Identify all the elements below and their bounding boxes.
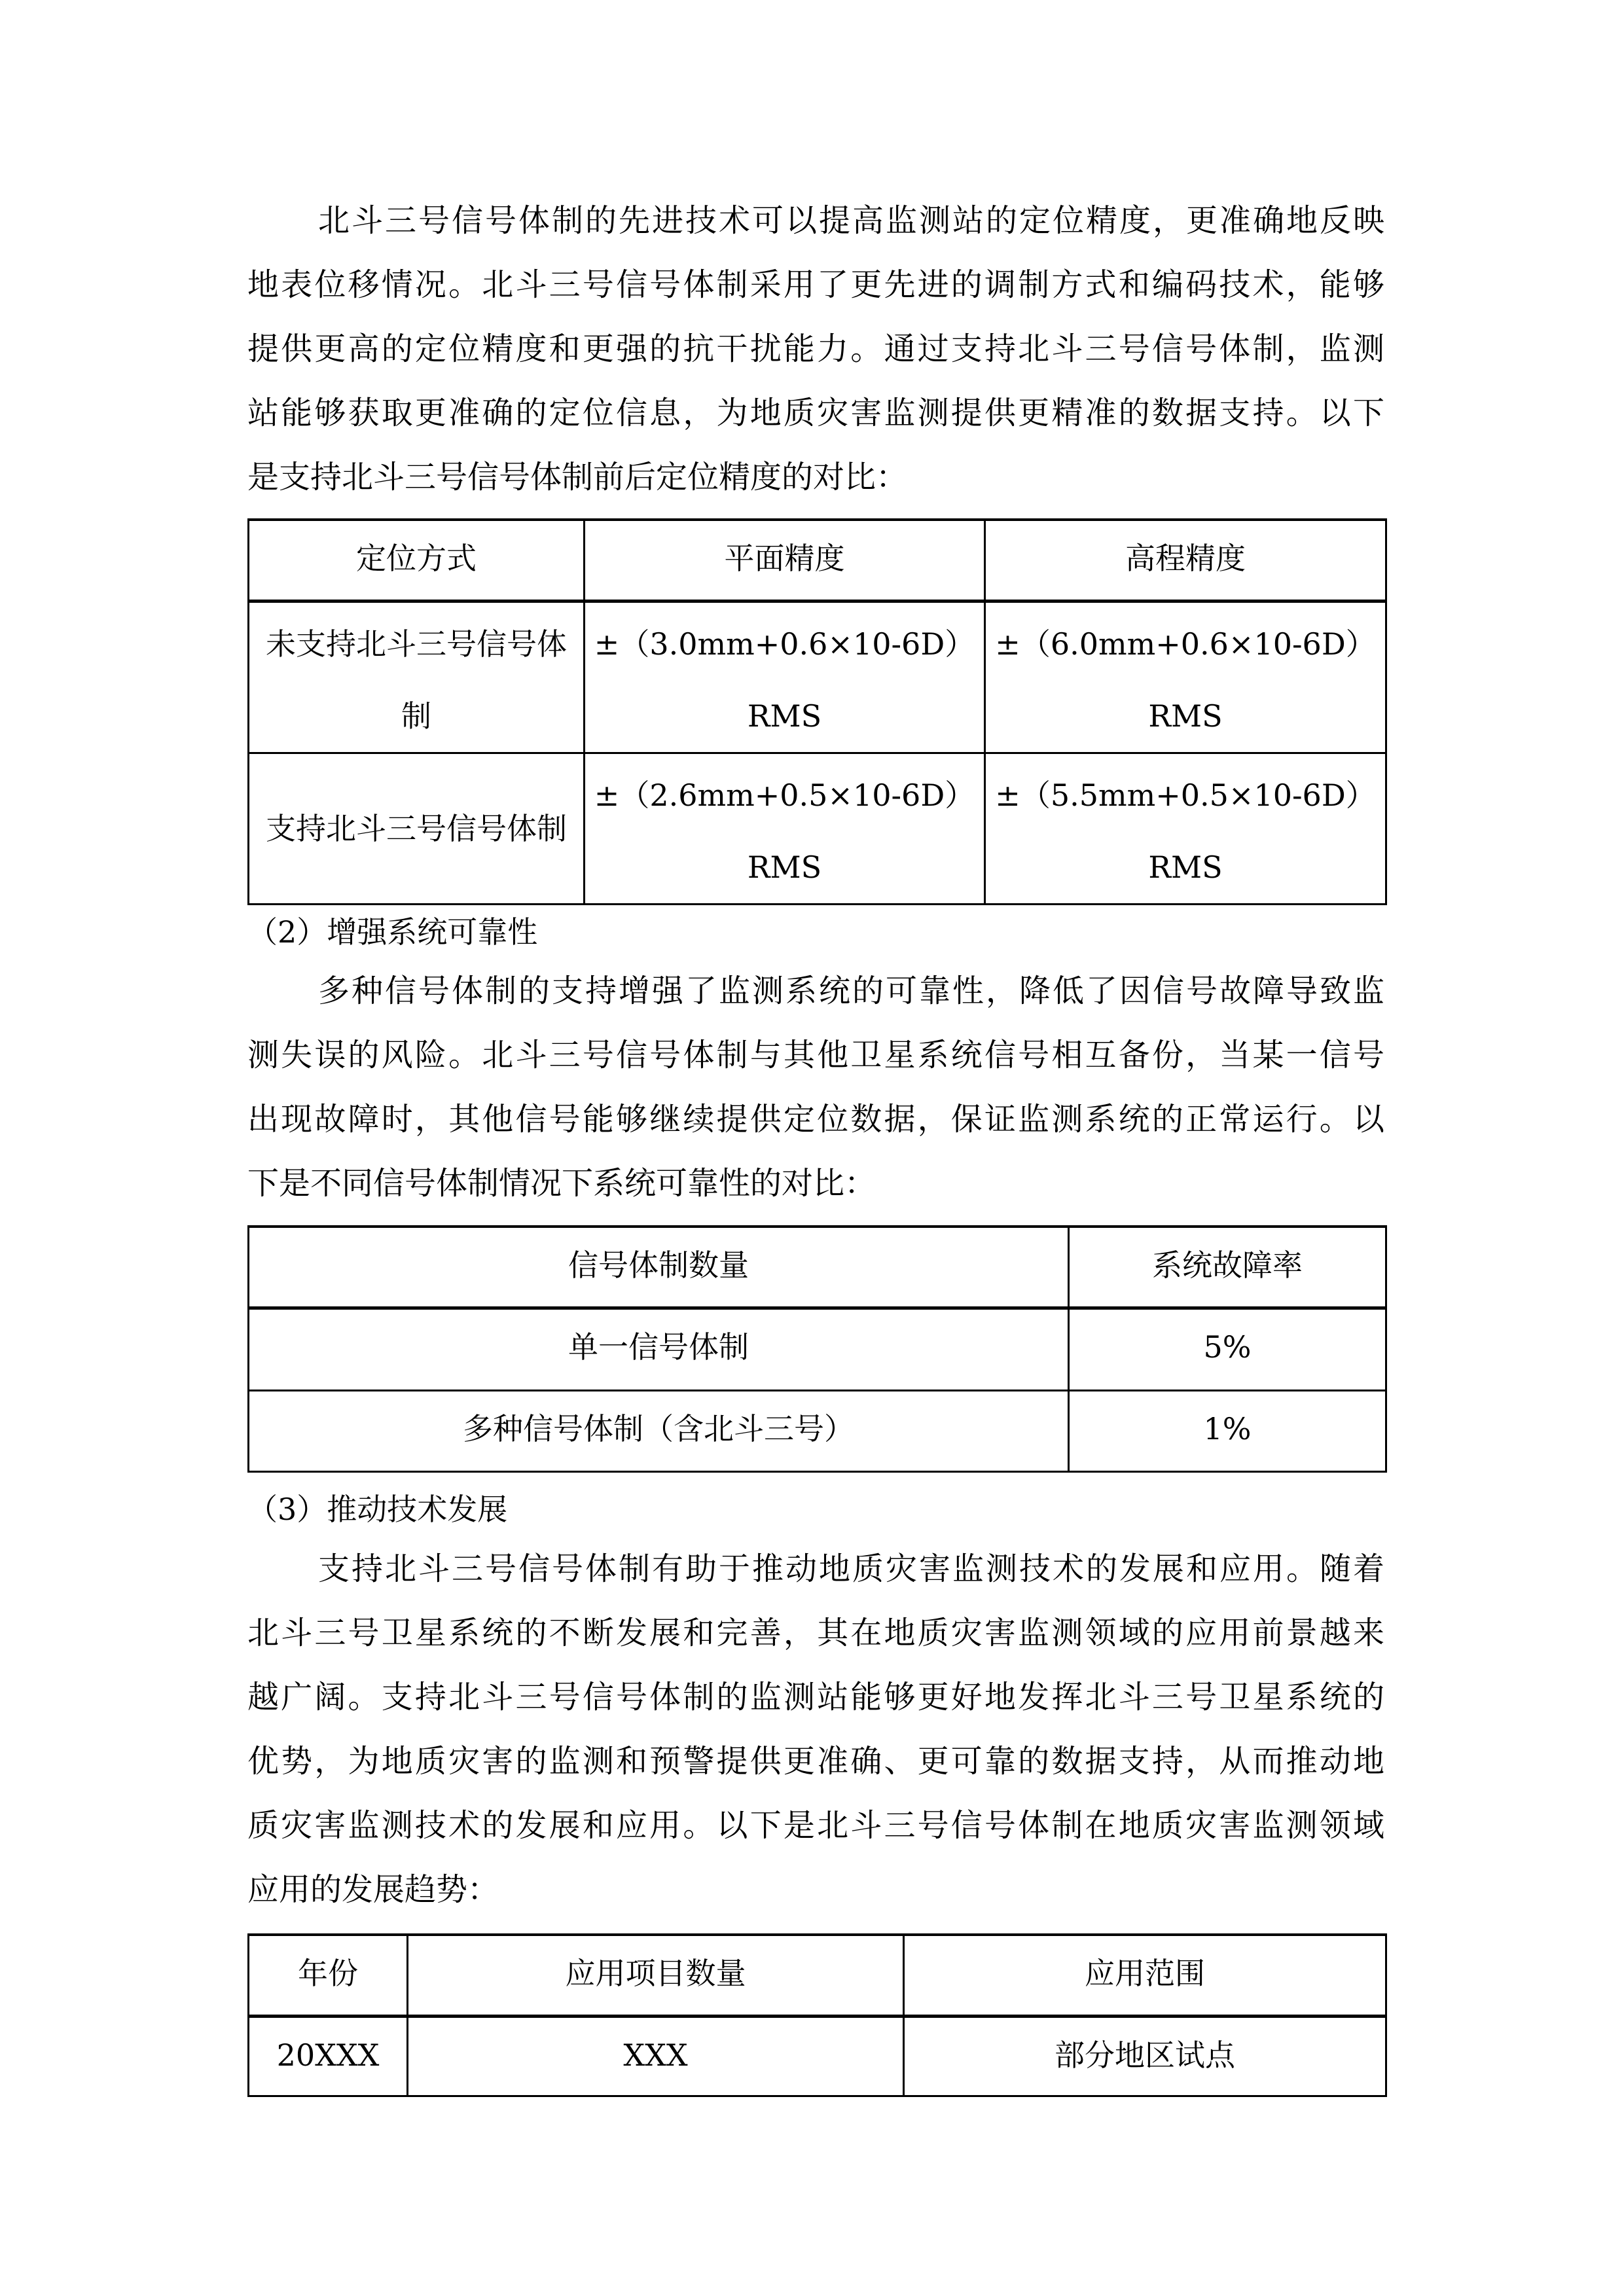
cell-text: RMS (747, 698, 822, 734)
reliability-comparison-table (247, 1225, 1387, 1473)
table-header-cell: 信号体制数量 (249, 1227, 1069, 1308)
table-cell-vertical (985, 601, 1386, 753)
section-heading: （3）推动技术发展 (247, 1492, 508, 1527)
table-header-cell: 应用项目数量 (408, 1935, 904, 2016)
table-header-cell: 定位方式 (249, 520, 585, 601)
paragraph-line: 出现故障时，其他信号能够继续提供定位数据，保证监测系统的正常运行。以 (247, 1101, 1384, 1138)
table-header-row (249, 1935, 1386, 2016)
paragraph-line: 应用的发展趋势： (247, 1871, 499, 1908)
table-header-cell: 应用范围 (904, 1935, 1386, 2016)
paragraph-line: 质灾害监测技术的发展和应用。以下是北斗三号信号体制在地质灾害监测领域 (247, 1807, 1384, 1844)
table-header-row (249, 520, 1386, 601)
paragraph-line: 支持北斗三号信号体制有助于推动地质灾害监测技术的发展和应用。随着 (318, 1551, 1384, 1587)
table-cell-vertical (985, 753, 1386, 904)
development-trend-table (247, 1933, 1387, 2097)
table-cell: 多种信号体制（含北斗三号） (249, 1390, 1069, 1471)
cell-text: ±（2.6mm+0.5×10-6D） (594, 777, 975, 813)
paragraph-line: 多种信号体制的支持增强了监测系统的可靠性，降低了因信号故障导致监 (318, 973, 1384, 1009)
cell-text: ±（3.0mm+0.6×10-6D） (594, 626, 975, 662)
paragraph-line: 优势，为地质灾害的监测和预警提供更准确、更可靠的数据支持，从而推动地 (247, 1743, 1384, 1780)
paragraph-line: 是支持北斗三号信号体制前后定位精度的对比： (247, 459, 908, 495)
table-cell: 1% (1069, 1390, 1386, 1471)
table-header-cell: 系统故障率 (1069, 1227, 1386, 1308)
table-cell: 单一信号体制 (249, 1308, 1069, 1390)
table-cell-horizontal (585, 753, 985, 904)
paragraph-line: 下是不同信号体制情况下系统可靠性的对比： (247, 1165, 876, 1202)
table-cell-year: 20XXX (249, 2016, 408, 2096)
table-header-cell: 年份 (249, 1935, 408, 2016)
table-cell-method (249, 601, 585, 753)
table-row (249, 753, 1386, 904)
cell-text: 支持北斗三号信号体制 (266, 810, 567, 846)
cell-text: ±（6.0mm+0.6×10-6D） (995, 626, 1376, 662)
paragraph-line: 站能够获取更准确的定位信息，为地质灾害监测提供更精准的数据支持。以下 (247, 395, 1384, 431)
table-cell-count: XXX (408, 2016, 904, 2096)
cell-text: 未支持北斗三号信号体 (266, 626, 567, 662)
table-cell: 5% (1069, 1308, 1386, 1390)
paragraph-line: 北斗三号卫星系统的不断发展和完善，其在地质灾害监测领域的应用前景越来 (247, 1615, 1384, 1651)
table-row (249, 601, 1386, 753)
table-header-row (249, 1227, 1386, 1308)
table-header-cell: 高程精度 (985, 520, 1386, 601)
table-row (249, 1308, 1386, 1390)
paragraph-line: 北斗三号信号体制的先进技术可以提高监测站的定位精度，更准确地反映 (318, 202, 1384, 239)
table-row (249, 2016, 1386, 2096)
table-header-cell: 平面精度 (585, 520, 985, 601)
paragraph-line: 地表位移情况。北斗三号信号体制采用了更先进的调制方式和编码技术，能够 (247, 266, 1384, 303)
paragraph-line: 测失误的风险。北斗三号信号体制与其他卫星系统信号相互备份，当某一信号 (247, 1037, 1384, 1073)
paragraph-line: 提供更高的定位精度和更强的抗干扰能力。通过支持北斗三号信号体制，监测 (247, 331, 1384, 367)
cell-text: RMS (1148, 849, 1223, 885)
cell-text: RMS (1148, 698, 1223, 734)
table-cell-scope: 部分地区试点 (904, 2016, 1386, 2096)
table-row (249, 1390, 1386, 1471)
cell-text: RMS (747, 849, 822, 885)
cell-text: ±（5.5mm+0.5×10-6D） (995, 777, 1376, 813)
section-heading: （2）增强系统可靠性 (247, 914, 538, 950)
table-cell-horizontal (585, 601, 985, 753)
cell-text: 制 (401, 698, 431, 734)
table-cell-method (249, 753, 585, 904)
paragraph-line: 越广阔。支持北斗三号信号体制的监测站能够更好地发挥北斗三号卫星系统的 (247, 1679, 1384, 1715)
accuracy-comparison-table (247, 518, 1387, 905)
